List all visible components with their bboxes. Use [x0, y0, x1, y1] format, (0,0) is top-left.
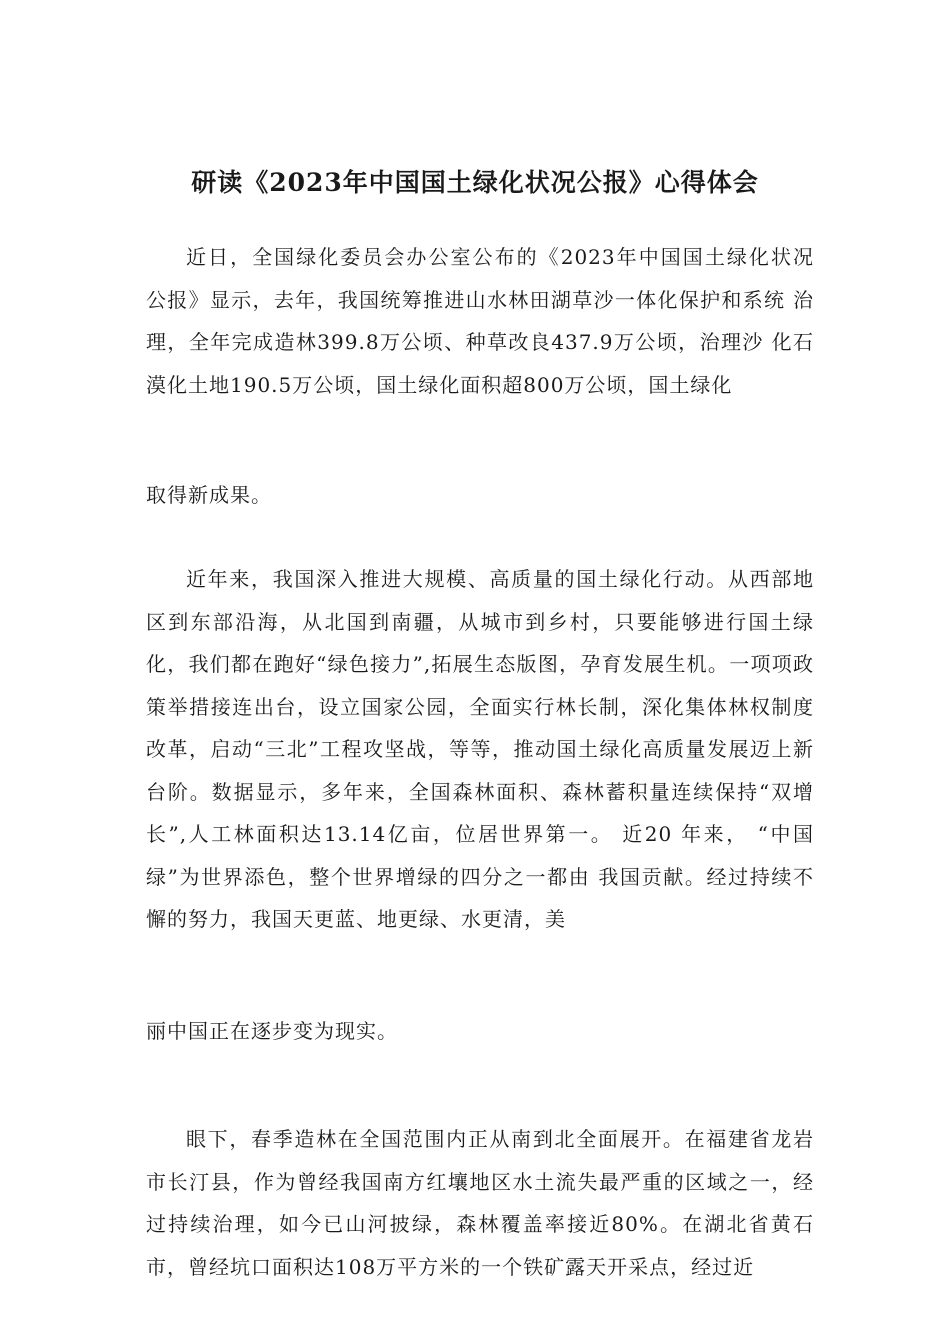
paragraph-1-tail: 取得新成果。	[146, 483, 272, 507]
document-title: 研读《2023年中国国土绿化状况公报》心得体会	[191, 167, 759, 197]
paragraph-1: 近日，全国绿化委员会办公室公布的《2023年中国国土绿化状况 公报》显示，去年，我国统筹推进山水林田湖草沙一体化保护和系统 治理，全年完成造林399.8万公顷、种草改良437.9万公顷，治理沙 化石漠化土地190.5万公顷，国土绿化面积超800万公顷，国土绿化	[146, 245, 814, 397]
paragraph-3: 眼下，春季造林在全国范围内正从南到北全面展开。在福建省龙岩市长汀县，作为曾经我国南方红壤地区水土流失最严重的区域之一，经过持续治理，如今已山河披绿，森林覆盖率接近80%。在湖北省黄石市，曾经坑口面积达108万平方米的一个铁矿露天开采点，经过近	[146, 1127, 814, 1279]
paragraph-2: 近年来，我国深入推进大规模、高质量的国土绿化行动。从西部地区到东部沿海，从北国到南疆，从城市到乡村，只要能够进行国土绿化，我们都在跑好“绿色接力”,拓展生态版图，孕育发展生机。一项项政策举措接连出台，设立国家公园，全面实行林长制，深化集体林权制度改革，启动“三北”工程攻坚战，等等，推动国土绿化高质量发展迈上新台阶。数据显示，多年来，全国森林面积、森林蓄积量连续保持“双增长”,人工林面积达13.14亿亩，位居世界第一。 近20 年来， “中国绿”为世界添色，整个世界增绿的四分之一都由 我国贡献。经过持续不懈的努力，我国天更蓝、地更绿、水更清，美	[146, 567, 814, 931]
paragraph-2-tail: 丽中国正在逐步变为现实。	[146, 1019, 398, 1043]
